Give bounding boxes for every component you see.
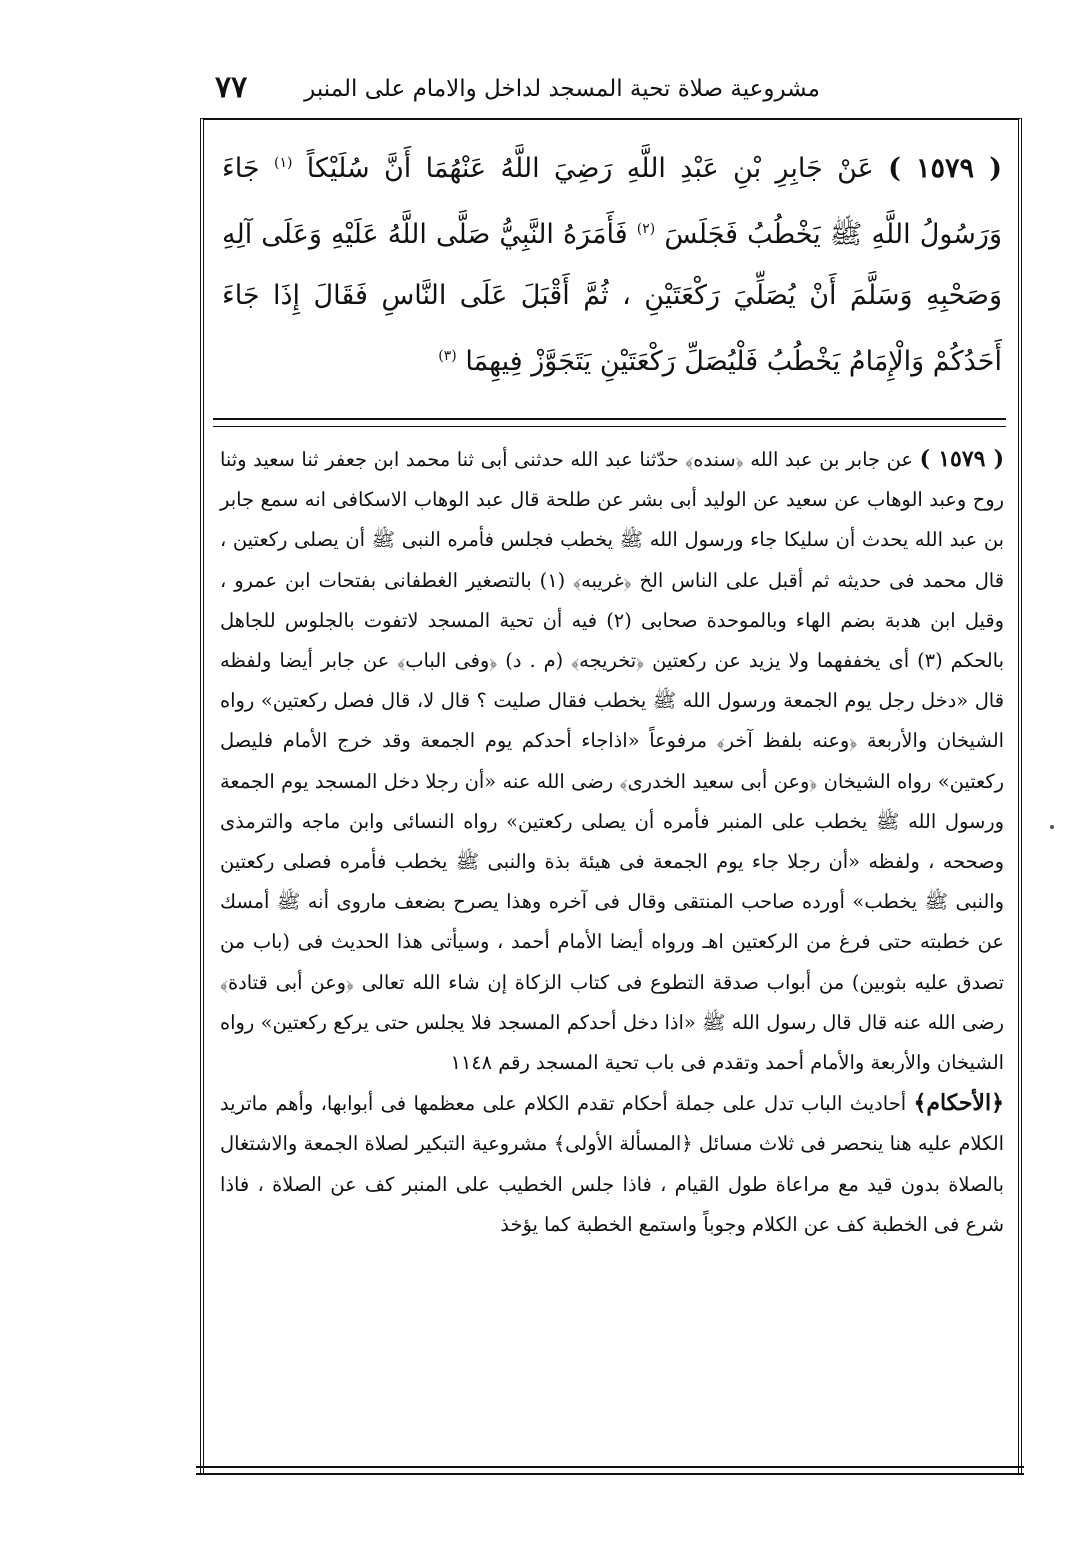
page-number: ٧٧ bbox=[215, 70, 248, 105]
scan-speck bbox=[1050, 825, 1054, 829]
page-header bbox=[215, 70, 820, 112]
section-divider-thin bbox=[213, 426, 1006, 427]
hadith-number: ( ١٥٧٩ ) bbox=[888, 153, 1002, 184]
footnote-marker-3: (٣) bbox=[438, 348, 457, 364]
hadith-text-part-3: فَأَمَرَهُ النَّبِيُّ صَلَّى اللَّهُ عَلَيْهِ وَعَلَى آلِهِ وَصَحْبِهِ وَسَلَّمَ أَنْ يُصَلِّيَ رَكْعَتَيْنِ ، ثُمَّ أَقْبَلَ عَلَى النَّاسِ فَقَالَ إِذَا جَاءَ أَحَدُكُمْ وَالْإِمَامُ يَخْطُبُ فَلْيُصَلِّ رَكْعَتَيْنِ يَتَجَوَّزْ فِيهِمَا bbox=[222, 219, 1002, 377]
ahkam-heading: ﴿الأحكام﴾ bbox=[913, 1090, 1004, 1117]
running-title: مشروعية صلاة تحية المسجد لداخل والامام على المنبر bbox=[304, 76, 820, 102]
commentary-text-2: أحاديث الباب تدل على جملة أحكام تقدم الكلام على معظمها فى أبوابها، وأهم ماتريد الكلام عليه هنا ينحصر فى ثلاث مسائل ﴿المسألة الأولى﴾ مشروعية التبكير لصلاة الجمعة والاشتغال بالصلاة بدون قيد مع مراعاة طول القيام ، فاذا جلس الخطيب على المنبر كف عن الصلاة ، فاذا شرع فى الخطبة كف عن الكلام وجوباً واستمع الخطبة كما يؤخذ bbox=[220, 1092, 1004, 1236]
footnote-marker-1: (١) bbox=[273, 155, 293, 171]
hadith-text-block bbox=[222, 133, 1002, 392]
commentary-paragraph-1 bbox=[220, 439, 1004, 1083]
bottom-border bbox=[196, 1466, 1024, 1475]
footnote-marker-2: (٢) bbox=[636, 221, 656, 237]
hadith-text-part-1: عَنْ جَابِرِ بْنِ عَبْدِ اللَّهِ رَضِيَ اللَّهُ عَنْهُمَا أَنَّ سُلَيْكاً bbox=[306, 153, 874, 184]
commentary-paragraph-2 bbox=[220, 1083, 1004, 1245]
commentary-number: ( ١٥٧٩ ) bbox=[919, 446, 1004, 472]
commentary-text-1: عن جابر بن عبد الله ﴿سنده﴾ حدّثنا عبد الله حدثنى أبى ثنا محمد ابن جعفر ثنا سعيد وثنا روح وعبد الوهاب عن سعيد عن الوليد أبى بشر عن طلحة قال عبد الوهاب الاسكافى انه سمع جابر بن عبد الله يحدث أن سليكا جاء ورسول الله ﷺ يخطب فجلس فأمره النبى ﷺ أن يصلى ركعتين ، قال محمد فى حديثه ثم أقبل على الناس الخ ﴿غريبه﴾ (١) بالتصغير الغطفانى بفتحات ابن عمرو ، وقيل ابن هدبة بضم الهاء وبالموحدة صحابى (٢) فيه أن تحية المسجد لاتفوت بالجلوس للجاهل بالحكم (٣) أى يخففهما ولا يزيد عن ركعتين ﴿تخريجه﴾ (م . د) ﴿وفى الباب﴾ عن جابر أيضا ولفظه قال «دخل رجل يوم الجمعة ورسول الله ﷺ يخطب فقال صليت ؟ قال لا، قال فصل ركعتين» رواه الشيخان والأربعة ﴿وعنه بلفظ آخر﴾ مرفوعاً «اذاجاء أحدكم يوم الجمعة وقد خرج الأمام فليصل ركعتين» رواه الشيخان ﴿وعن أبى سعيد الخدرى﴾ رضى الله عنه «أن رجلا دخل المسجد يوم الجمعة ورسول الله ﷺ يخطب على المنبر فأمره أن يصلى ركعتين» رواه النسائى وابن ماجه والترمذى وصححه ، ولفظه «أن رجلا جاء يوم الجمعة فى هيئة بذة والنبى ﷺ يخطب فأمره فصلى ركعتين والنبى ﷺ يخطب» أورده صاحب المنتقى وقال فى آخره وهذا يصرح بضعف ماروى أنه ﷺ أمسك عن خطبته حتى فرغ من الركعتين اهـ ورواه أيضا الأمام أحمد ، وسيأتى هذا الحديث فى (باب من تصدق عليه بثوبين) من أبواب صدقة التطوع فى كتاب الزكاة إن شاء الله تعالى ﴿وعن أبى قتادة﴾ رضى الله عنه قال قال رسول الله ﷺ «اذا دخل أحدكم المسجد فلا يجلس حتى يركع ركعتين» رواه الشيخان والأربعة والأمام أحمد وتقدم فى باب تحية المسجد رقم ١١٤٨ bbox=[220, 448, 1004, 1075]
section-divider bbox=[213, 418, 1006, 420]
hadith-text-part-2: جَاءَ وَرَسُولُ اللَّهِ ﷺ يَخْطُبُ فَجَلَسَ bbox=[222, 153, 1002, 250]
commentary-block bbox=[220, 439, 1004, 1245]
